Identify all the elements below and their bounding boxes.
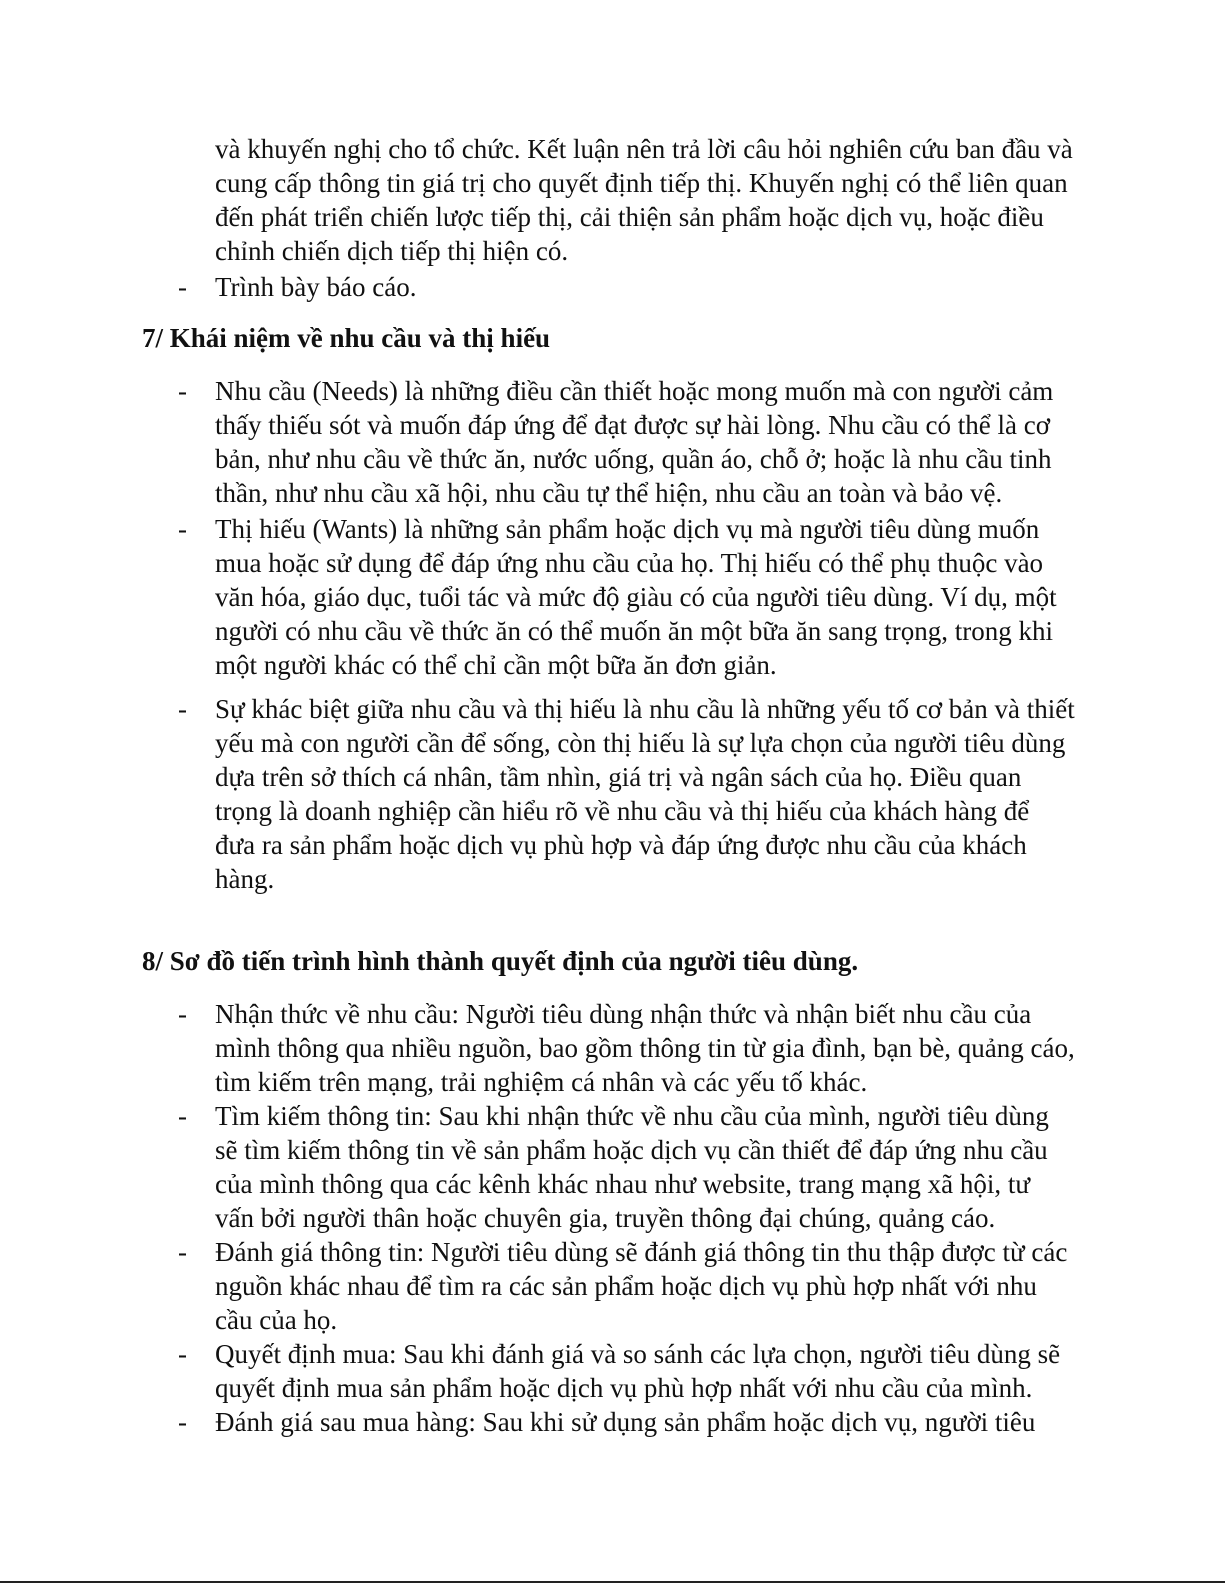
list-item-text: Sự khác biệt giữa nhu cầu và thị hiếu là nhu cầu là những yếu tố cơ bản và thiết yếu mà con người cần để sống, còn thị hiếu là sự lựa chọn của người tiêu dùng dựa trên sở thích cá nhân, tầm nhìn, giá trị và ngân sách của họ. Điều quan trọng là doanh nghiệp cần hiểu rõ về nhu cầu và thị hiếu của khách hàng để đưa ra sản phẩm hoặc dịch vụ phù hợp và đáp ứng được nhu cầu của khách hàng. (215, 694, 1075, 894)
list-item (0, 997, 1225, 1099)
page-bottom-divider (0, 1581, 1225, 1583)
section-7-heading: 7/ Khái niệm về nhu cầu và thị hiếu (142, 323, 551, 353)
list-item-text: Quyết định mua: Sau khi đánh giá và so sánh các lựa chọn, người tiêu dùng sẽ quyết định mua sản phẩm hoặc dịch vụ phù hợp nhất với nhu cầu của mình. (215, 1339, 1061, 1403)
list-item-text: Nhận thức về nhu cầu: Người tiêu dùng nhận thức và nhận biết nhu cầu của mình thông qua nhiều nguồn, bao gồm thông tin từ gia đình, bạn bè, quảng cáo, tìm kiếm trên mạng, trải nghiệm cá nhân và các yếu tố khác. (215, 999, 1075, 1097)
dash-marker: - (178, 999, 187, 1029)
dash-marker: - (178, 1407, 187, 1437)
continuation-paragraph: và khuyến nghị cho tổ chức. Kết luận nên trả lời câu hỏi nghiên cứu ban đầu và cung cấp thông tin giá trị cho quyết định tiếp thị. Khuyến nghị có thể liên quan đến phát triển chiến lược tiếp thị, cải thiện sản phẩm hoặc dịch vụ, hoặc điều chỉnh chiến dịch tiếp thị hiện có. (215, 134, 1073, 266)
list-item-text: Tìm kiếm thông tin: Sau khi nhận thức về nhu cầu của mình, người tiêu dùng sẽ tìm kiếm thông tin về sản phẩm hoặc dịch vụ cần thiết để đáp ứng nhu cầu của mình thông qua các kênh khác nhau như website, trang mạng xã hội, tư vấn bởi người thân hoặc chuyên gia, truyền thông đại chúng, quảng cáo. (215, 1101, 1049, 1233)
dash-marker: - (178, 1237, 187, 1267)
list-item (0, 1099, 1225, 1235)
dash-marker: - (178, 376, 187, 406)
dash-marker: - (178, 272, 187, 302)
intro-list (0, 270, 1225, 304)
list-item-text: Thị hiếu (Wants) là những sản phẩm hoặc dịch vụ mà người tiêu dùng muốn mua hoặc sử dụng để đáp ứng nhu cầu của họ. Thị hiếu có thể phụ thuộc vào văn hóa, giáo dục, tuổi tác và mức độ giàu có của người tiêu dùng. Ví dụ, một người có nhu cầu về thức ăn có thể muốn ăn một bữa ăn sang trọng, trong khi một người khác có thể chỉ cần một bữa ăn đơn giản. (215, 514, 1057, 680)
list-item (0, 512, 1225, 682)
list-item (0, 692, 1225, 896)
section-8-list (0, 997, 1225, 1439)
list-item (0, 1337, 1225, 1405)
list-item-text: Đánh giá sau mua hàng: Sau khi sử dụng sản phẩm hoặc dịch vụ, người tiêu (215, 1407, 1036, 1437)
section-8-heading: 8/ Sơ đồ tiến trình hình thành quyết định của người tiêu dùng. (142, 946, 859, 976)
list-item (0, 1405, 1225, 1439)
list-item (0, 1235, 1225, 1337)
dash-marker: - (178, 514, 187, 544)
list-item (0, 374, 1225, 510)
list-item-text: Trình bày báo cáo. (215, 272, 417, 302)
dash-marker: - (178, 1101, 187, 1131)
list-item-text: Đánh giá thông tin: Người tiêu dùng sẽ đánh giá thông tin thu thập được từ các nguồn khác nhau để tìm ra các sản phẩm hoặc dịch vụ phù hợp nhất với nhu cầu của họ. (215, 1237, 1068, 1335)
list-item-text: Nhu cầu (Needs) là những điều cần thiết hoặc mong muốn mà con người cảm thấy thiếu sót và muốn đáp ứng để đạt được sự hài lòng. Nhu cầu có thể là cơ bản, như nhu cầu về thức ăn, nước uống, quần áo, chỗ ở; hoặc là nhu cầu tinh thần, như nhu cầu xã hội, nhu cầu tự thể hiện, nhu cầu an toàn và bảo vệ. (215, 376, 1054, 508)
list-item (0, 270, 1225, 304)
dash-marker: - (178, 694, 187, 724)
section-7-list (0, 374, 1225, 896)
dash-marker: - (178, 1339, 187, 1369)
